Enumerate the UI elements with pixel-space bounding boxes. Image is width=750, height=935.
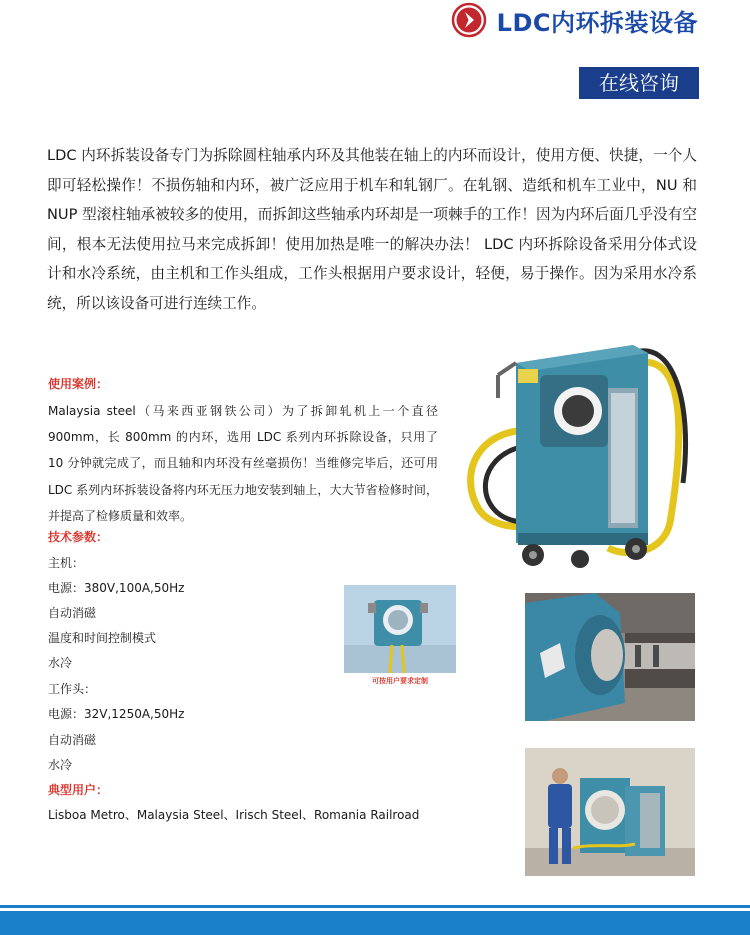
chevron-right-circle-icon <box>451 2 487 38</box>
users-list: Lisboa Metro、Malaysia Steel、Irisch Steel、Romania Railroad <box>48 808 420 822</box>
host-demag: 自动消磁 <box>48 606 97 620</box>
specs-heading: 技术参数： <box>48 530 109 544</box>
case-text: Malaysia steel（马来西亚钢铁公司）为了拆卸轧机上一个直径 900mm，长 800mm 的内环，选用 LDC 系列内环拆除设备，只用了 10 分钟就完成了，而且轴和内环没有丝毫损伤！当维修完毕后，还可用 LDC 系列内环拆装设备将内环无压力地安装到轴上，大大节省检修时间，并提高了检修质量和效率。 <box>48 404 438 523</box>
head-water-cooling: 水冷 <box>48 758 73 772</box>
host-label: 主机： <box>48 556 85 570</box>
users-heading: 典型用户： <box>48 783 109 797</box>
case-heading: 使用案例： <box>48 377 109 391</box>
head-demag: 自动消磁 <box>48 733 97 747</box>
photo-caption: 可按用户要求定制 <box>372 677 428 685</box>
head-label: 工作头： <box>48 682 97 696</box>
intro-paragraph: LDC 内环拆装设备专门为拆除圆柱轴承内环及其他装在轴上的内环而设计，使用方便、快捷，一个人即可轻松操作！不损伤轴和内环，被广泛应用于机车和轧钢厂。在轧钢、造纸和机车工业中，NU 和 NUP 型滚柱轴承被较多的使用，而拆卸这些轴承内环却是一项棘手的工作！因为内环后面几乎没有空间，根本无法使用拉马来完成拆卸！使用加热是唯一的解决办法！ LDC 内环拆除设备采用分体式设计和水冷系统，由主机和工作头组成，工作头根据用户要求设计，轻便，易于操作。因为采用水冷系统，所以该设备可进行连续工作。 <box>47 147 697 312</box>
custom-head-photo <box>344 585 456 673</box>
footer-stripe <box>0 905 750 908</box>
host-control-mode: 温度和时间控制模式 <box>48 631 157 645</box>
machine-photo <box>458 323 696 569</box>
host-water-cooling: 水冷 <box>48 656 73 670</box>
page-header <box>451 2 698 38</box>
host-power: 电源：380V,100A,50Hz <box>48 581 185 595</box>
footer-bar <box>0 911 750 935</box>
operator-photo <box>525 748 695 876</box>
coil-on-shaft-photo <box>525 593 695 721</box>
online-consult-button[interactable]: 在线咨询 <box>579 67 699 99</box>
head-power: 电源：32V,1250A,50Hz <box>48 707 185 721</box>
page-title: LDC内环拆装设备 <box>496 8 698 37</box>
